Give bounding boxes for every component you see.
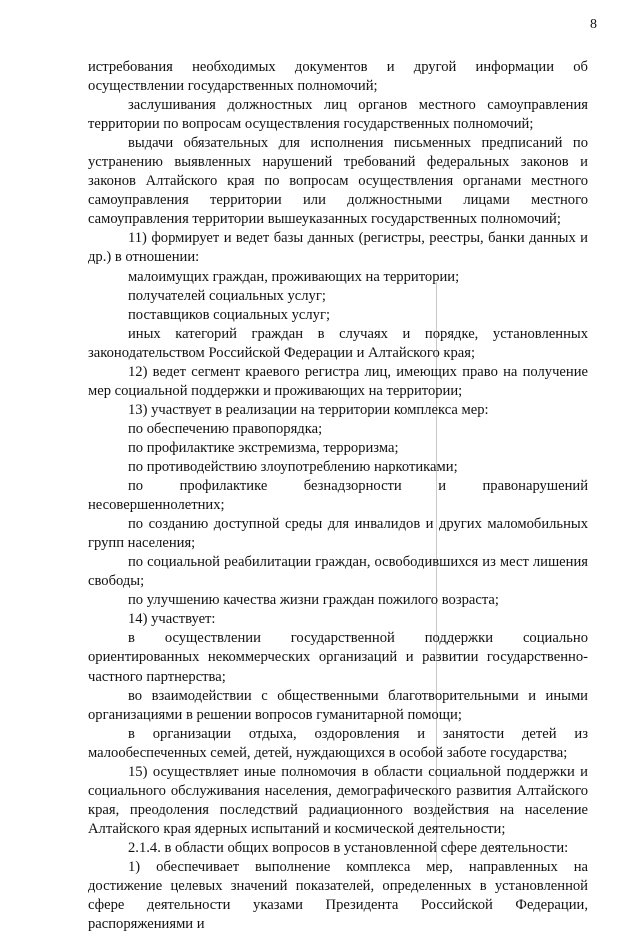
paragraph: по профилактике экстремизма, терроризма; — [128, 439, 399, 456]
paragraph: в осуществлении государственной поддержки социально ориентированных некоммерческих организаций и развитии государственно-частного партнерства; — [88, 630, 588, 685]
paragraph: 2.1.4. в области общих вопросов в установленной сфере деятельности: — [128, 839, 569, 856]
paragraph: получателей социальных услуг; — [128, 287, 326, 304]
paragraph: малоимущих граждан, проживающих на территории; — [128, 268, 460, 285]
paragraph: по противодействию злоупотреблению наркотиками; — [128, 458, 458, 475]
paragraph: по обеспечению правопорядка; — [128, 420, 323, 437]
paragraph: выдачи обязательных для исполнения письменных предписаний по устранению выявленных нарушений требований федеральных законов и законов Алтайского края по вопросам осуществления органами местного самоуправления территории или должностными лицами местного самоуправления территории вышеуказанных государственных полномочий; — [88, 135, 588, 228]
paragraph: 1) обеспечивает выполнение комплекса мер, направленных на достижение целевых значений показателей, определенных в установленной сфере деятельности указами Президента Российской Федерации, распоряжениями и — [88, 858, 588, 933]
paragraph: в организации отдыха, оздоровления и занятости детей из малообеспеченных семей, детей, нуждающихся в особой заботе государства; — [88, 725, 588, 761]
paragraph: поставщиков социальных услуг; — [128, 306, 330, 323]
paragraph: 12) ведет сегмент краевого регистра лиц, имеющих право на получение мер социальной поддержки и проживающих на территории; — [88, 363, 588, 399]
paragraph: иных категорий граждан в случаях и порядке, установленных законодательством Российской Федерации и Алтайского края; — [88, 325, 588, 361]
paragraph: 11) формирует и ведет базы данных (регистры, реестры, банки данных и др.) в отношении: — [88, 230, 588, 266]
paragraph: заслушивания должностных лиц органов местного самоуправления территории по вопросам осуществления государственных полномочий; — [88, 97, 588, 133]
paragraph: 15) осуществляет иные полномочия в области социальной поддержки и социального обслуживания населения, демографического развития Алтайского края, преодоления последствий радиационного воздействия на население Алтайского края ядерных испытаний и космической деятельности; — [88, 763, 588, 837]
paragraph: по социальной реабилитации граждан, освободившихся из мест лишения свободы; — [88, 554, 588, 590]
paragraph: истребования необходимых документов и другой информации об осуществлении государственных полномочий; — [88, 59, 588, 95]
paragraph: во взаимодействии с общественными благотворительными и иными организациями в решении вопросов гуманитарной помощи; — [88, 687, 588, 723]
paragraph: по созданию доступной среды для инвалидов и других маломобильных групп населения; — [88, 516, 588, 552]
document-body — [88, 58, 588, 934]
paragraph: 14) участвует: — [128, 611, 216, 628]
paragraph: 13) участвует в реализации на территории комплекса мер: — [128, 401, 489, 418]
paragraph: по улучшению качества жизни граждан пожилого возраста; — [128, 592, 499, 609]
paragraph: по профилактике безнадзорности и правонарушений несовершеннолетних; — [88, 478, 588, 514]
page-number: 8 — [590, 17, 597, 32]
